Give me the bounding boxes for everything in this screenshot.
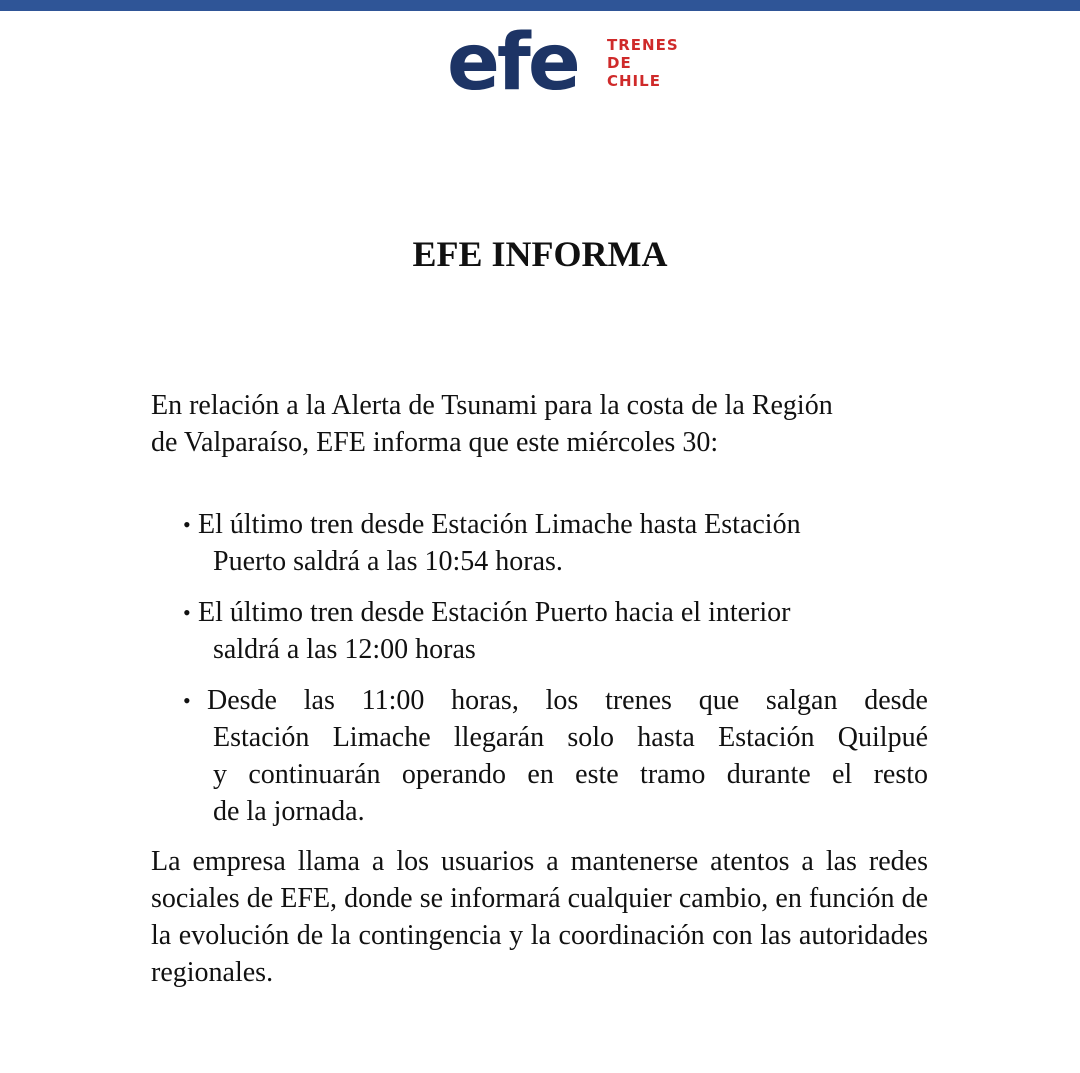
bullet-dot: • [183, 688, 191, 713]
intro-paragraph [151, 387, 928, 461]
bullet-line: Desde las 11:00 horas, los trenes que salgan desde [207, 685, 928, 716]
bullet-line: Estación Limache llegarán solo hasta Estación Quilpué [213, 722, 928, 753]
bullet-line: de la jornada. [213, 796, 365, 827]
bullet-line: Puerto saldrá a las 10:54 horas. [213, 546, 563, 577]
page-title: EFE INFORMA [412, 234, 668, 274]
bullet-line: El último tren desde Estación Limache hasta Estación [198, 509, 801, 540]
logo-tag-line-2: DE [607, 54, 632, 72]
logo-mark: efe [447, 18, 578, 108]
closing-paragraph: La empresa llama a los usuarios a mantenerse atentos a las redes sociales de EFE, donde se informará cualquier cambio, en función de la evolución de la contingencia y la coordinación con las autoridades regionales. [151, 846, 928, 988]
efe-logo [447, 18, 687, 108]
list-item [151, 594, 928, 668]
notice-body [151, 387, 928, 991]
logo-tag-line-3: CHILE [607, 72, 661, 90]
bullet-dot: • [183, 512, 191, 537]
bullet-list [151, 506, 928, 830]
intro-line-1: En relación a la Alerta de Tsunami para la costa de la Región [151, 390, 833, 421]
logo-tag-line-1: TRENES [607, 36, 679, 54]
top-accent-bar [0, 0, 1080, 11]
logo-tagline [607, 36, 679, 90]
bullet-line: saldrá a las 12:00 horas [213, 634, 476, 665]
bullet-dot: • [183, 600, 191, 625]
bullet-line: y continuarán operando en este tramo durante el resto [213, 759, 928, 790]
bullet-text [207, 682, 928, 830]
list-item [151, 506, 928, 580]
list-item [151, 682, 928, 830]
bullet-line: El último tren desde Estación Puerto hacia el interior [198, 597, 791, 628]
intro-line-2: de Valparaíso, EFE informa que este miércoles 30: [151, 427, 719, 458]
